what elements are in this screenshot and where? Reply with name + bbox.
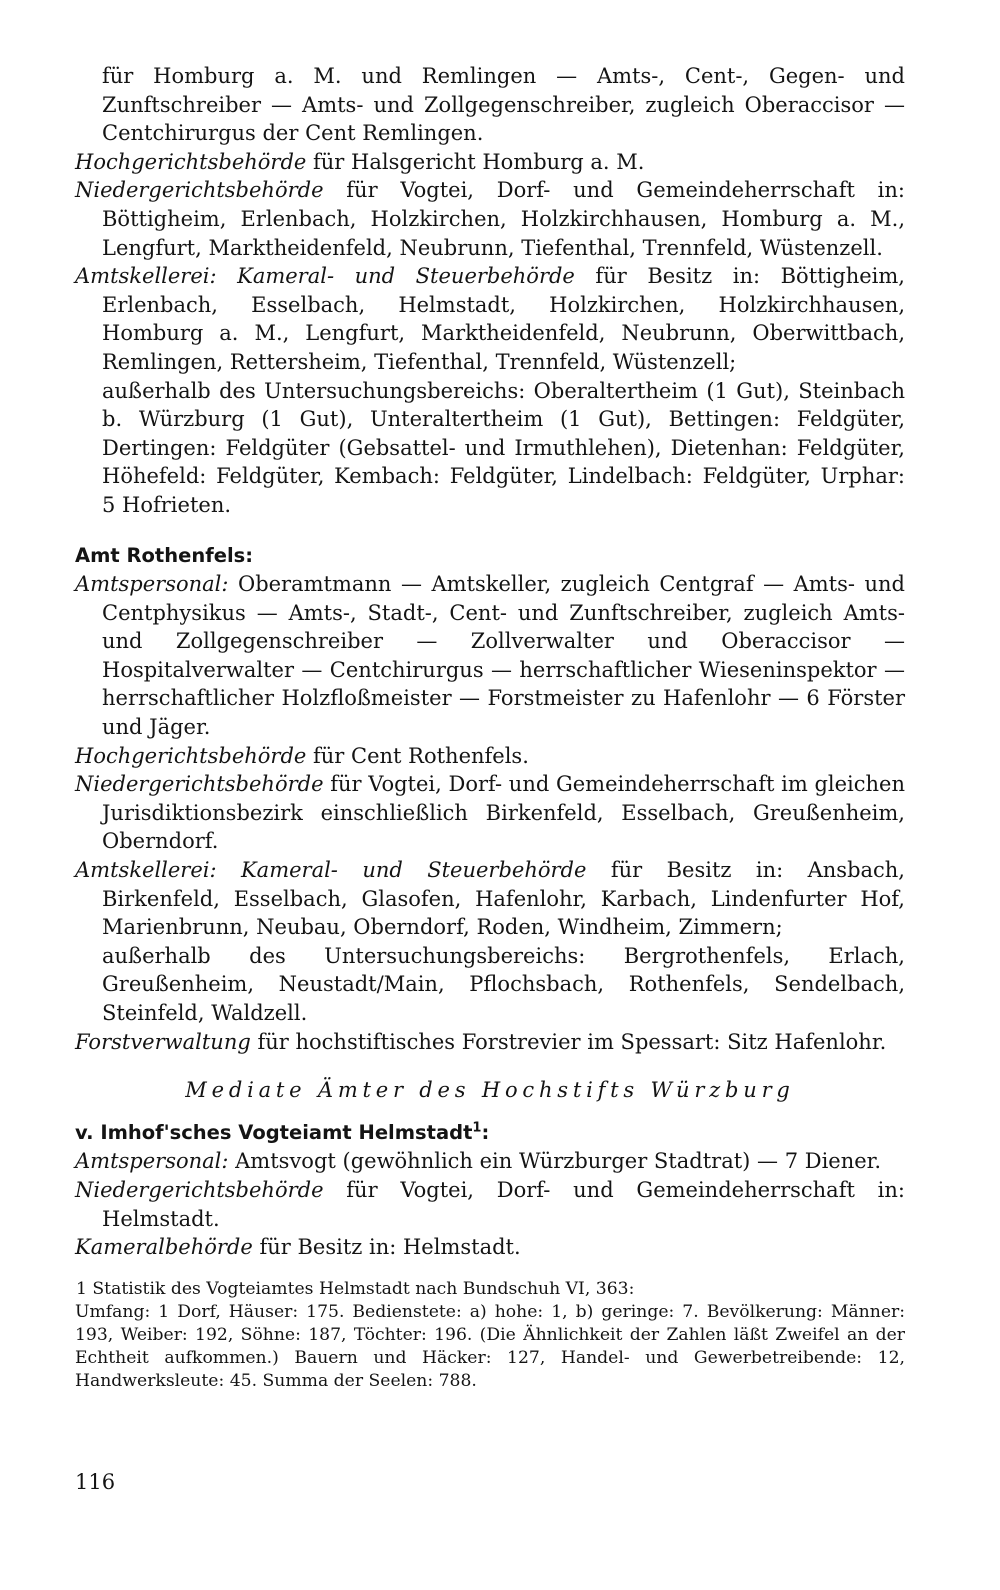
entry-label: Amtskellerei: Kameral- und Steuerbehörde [75, 858, 587, 883]
entry-text: für Besitz in: Böttigheim, Erlenbach, Esselbach, Helmstadt, Holzkirchen, Holzkirchhausen, Homburg a. M., Lengfurt, Marktheidenfeld, Neubrunn, Oberwittbach, Remlingen, Rettersheim, Tiefenthal, Trennfeld, Wüstenzell; [102, 264, 905, 374]
entry-text: für Homburg a. M. und Remlingen — Amts-, Cent-, Gegen- und Zunftschreiber — Amts- und Zollgegenschreiber, zugleich Oberaccisor — Centchirurgus der Cent Remlingen. [102, 64, 905, 146]
entry-ausserhalb [75, 377, 905, 520]
heading-text: v. Imhof'sches Vogteiamt Helmstadt [75, 1120, 473, 1144]
footnote-marker: 1 [76, 1278, 87, 1299]
amt-rothenfels-section [75, 542, 905, 1057]
entry-label: Amtspersonal: [75, 572, 229, 597]
entry-text: für Vogtei, Dorf- und Gemeindeherrschaft im gleichen Jurisdiktionsbezirk einschließlich Birkenfeld, Esselbach, Greußenheim, Oberndorf. [102, 772, 905, 854]
entry-text: für Vogtei, Dorf- und Gemeindeherrschaft in: Böttigheim, Erlenbach, Holzkirchen, Holzkirchhausen, Homburg a. M., Lengfurt, Marktheidenfeld, Neubrunn, Tiefenthal, Trennfeld, Wüstenzell. [102, 178, 905, 260]
entry-text: für hochstiftisches Forstrevier im Spessart: Sitz Hafenlohr. [250, 1029, 887, 1054]
section-heading: Amt Rothenfels: [75, 543, 254, 567]
entry-label: Hochgerichtsbehörde [75, 149, 307, 174]
entry-hochgericht [75, 742, 905, 771]
entry-label: Niedergerichtsbehörde [75, 178, 324, 203]
entry-text: Oberamtmann — Amtskeller, zugleich Centgraf — Amts- und Centphysikus — Amts-, Stadt-, Cent- und Zunftschreiber, zugleich Amts- und Zollgegenschreiber — Zollverwalter und Oberaccisor — Hospitalverwalter — Centchirurgus — herrschaftlicher Wieseninspektor — herrschaftlicher Holzfloßmeister — Forstmeister zu Hafenlohr — 6 Förster und Jäger. [102, 572, 905, 740]
footnote-ref[interactable]: 1 [472, 1120, 482, 1136]
entry-amtspersonal [75, 1147, 905, 1176]
entry-label: Niedergerichtsbehörde [75, 772, 324, 797]
footnote [75, 1278, 905, 1393]
entry-label: Niedergerichtsbehörde [75, 1177, 324, 1202]
entry-kameral [75, 1233, 905, 1262]
footnote-line [75, 1278, 905, 1301]
vogteiamt-helmstadt-section [75, 1119, 905, 1262]
entry-amtspersonal-continuation [75, 62, 905, 148]
section-heading [75, 1119, 905, 1148]
footnote-source: Statistik des Vogteiamtes Helmstadt nach Bundschuh VI, 363: [92, 1278, 635, 1299]
entry-forstverwaltung [75, 1028, 905, 1057]
entry-text: außerhalb des Untersuchungsbereichs: Bergrothenfels, Erlach, Greußenheim, Neustadt/Main, Pflochsbach, Rothenfels, Sendelbach, Steinfeld, Waldzell. [102, 943, 905, 1025]
heading-tail: : [481, 1120, 490, 1144]
entry-niedergericht [75, 1176, 905, 1233]
entry-niedergericht [75, 176, 905, 262]
entry-label: Kameralbehörde [75, 1235, 253, 1260]
page-body [75, 62, 905, 1393]
page-number: 116 [75, 1470, 116, 1494]
entry-label: Hochgerichtsbehörde [75, 743, 307, 768]
entry-amtskellerei [75, 856, 905, 942]
entry-niedergericht [75, 770, 905, 856]
entry-text: für Besitz in: Helmstadt. [252, 1235, 521, 1260]
entry-text: für Vogtei, Dorf- und Gemeindeherrschaft in: Helmstadt. [102, 1177, 905, 1231]
amt-homburg-continuation [75, 62, 905, 520]
entry-text: außerhalb des Untersuchungsbereichs: Oberaltertheim (1 Gut), Steinbach b. Würzburg (1 Gut), Unteraltertheim (1 Gut), Bettingen: Feldgüter, Dertingen: Feldgüter (Gebsattel- und Irmuthlehen), Dietenhan: Feldgüter, Höhefeld: Feldgüter, Kembach: Feldgüter, Lindelbach: Feldgüter, Urphar: 5 Hofrieten. [102, 378, 905, 517]
entry-amtskellerei [75, 262, 905, 376]
entry-amtspersonal [75, 570, 905, 742]
entry-label: Amtskellerei: Kameral- und Steuerbehörde [75, 264, 575, 289]
entry-hochgericht [75, 148, 905, 177]
entry-label: Amtspersonal: [75, 1149, 229, 1174]
entry-label: Forstverwaltung [75, 1029, 251, 1054]
entry-text: für Cent Rothenfels. [306, 743, 529, 768]
entry-ausserhalb [75, 942, 905, 1028]
entry-text: für Besitz in: Ansbach, Birkenfeld, Esselbach, Glasofen, Hafenlohr, Karbach, Lindenfurter Hof, Marienbrunn, Neubau, Oberndorf, Roden, Windheim, Zimmern; [102, 858, 905, 940]
entry-text: für Halsgericht Homburg a. M. [306, 149, 645, 174]
mediate-title: Mediate Ämter des Hochstifts Würzburg [185, 1078, 795, 1103]
entry-text: Amtsvogt (gewöhnlich ein Würzburger Stadtrat) — 7 Diener. [228, 1149, 882, 1174]
footnote-body: Umfang: 1 Dorf, Häuser: 175. Bedienstete: a) hohe: 1, b) geringe: 7. Bevölkerung: Männer: 193, Weiber: 192, Söhne: 187, Töchter: 196. (Die Ähnlichkeit der Zahlen läßt Zweifel an der Echtheit aufkommen.) Bauern und Häcker: 127, Handel- und Gewerbetreibende: 12, Handwerksleute: 45. Summa der Seelen: 788. [75, 1301, 905, 1391]
